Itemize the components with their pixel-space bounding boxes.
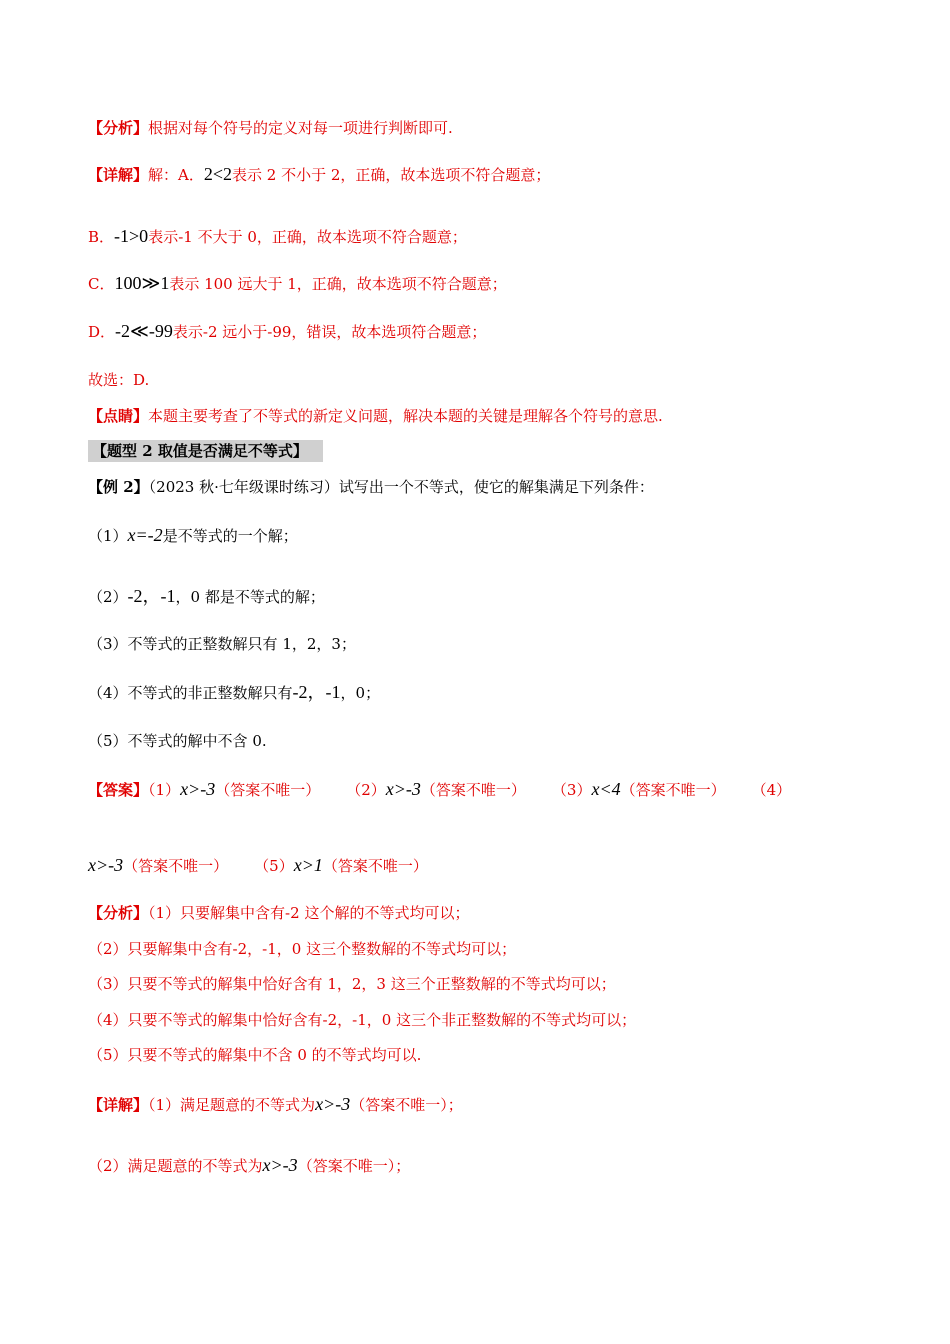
ex2-question-line <box>88 477 654 497</box>
answer-2-note: （答案不唯一） <box>420 781 526 799</box>
option-c-text: 表示 100 远大于 1，正确，故本选项不符合题意； <box>169 275 507 293</box>
ex2-analysis-line-2: （2）只要解集中含有-2，-1，0 这三个整数解的不等式均可以； <box>88 940 517 958</box>
answer-2-number: （2） <box>346 781 386 799</box>
ex1-option-d-line <box>88 321 486 342</box>
option-b-text: 表示-1 不大于 0，正确，故本选项不符合题意； <box>148 228 467 246</box>
ex2-detail-line-2 <box>88 1155 410 1176</box>
ex2-q4-line <box>88 682 380 703</box>
answer-1-note: （答案不唯一） <box>215 781 321 799</box>
detail-prefix: 解：A． <box>148 166 204 184</box>
q2-prefix: （2） <box>88 588 128 606</box>
q1-number: （1） <box>88 527 128 545</box>
ex2-answer-line <box>88 779 791 800</box>
ex2-answer-continued-line <box>88 855 428 876</box>
tip-text: 本题主要考查了不等式的新定义问题，解决本题的关键是理解各个符号的意思. <box>148 407 663 425</box>
detail-1-note: （答案不唯一）； <box>350 1096 463 1114</box>
analysis-text: 根据对每个符号的定义对每一项进行判断即可. <box>148 119 453 137</box>
q1-expression: x=-2 <box>127 525 163 545</box>
q4-expression: -2，-1 <box>292 682 341 702</box>
section-header-title: 【题型 2 取值是否满足不等式】 <box>92 442 308 460</box>
answer-4-expression: x>-3 <box>88 855 124 875</box>
q2-text: ，0 都是不等式的解； <box>175 588 325 606</box>
answer-tag: 【答案】 <box>88 781 149 799</box>
answer-3-note: （答案不唯一） <box>620 781 726 799</box>
example-source: （2023 秋·七年级课时练习）试写出一个不等式，使它的解集满足下列条件： <box>148 478 654 496</box>
detail-tag: 【详解】 <box>88 166 149 184</box>
answer-3-number: （3） <box>551 781 592 799</box>
ex1-detail-a-line <box>88 164 550 185</box>
ex2-detail-line-1 <box>88 1094 463 1115</box>
detail-2-expression: x>-3 <box>262 1155 298 1175</box>
answer-2-expression: x>-3 <box>385 779 421 799</box>
ex2-q2-line <box>88 586 325 607</box>
ex2-analysis-line-5: （5）只要不等式的解集中不含 0 的不等式均可以. <box>88 1046 422 1064</box>
ex2-analysis-line-1 <box>88 903 469 923</box>
option-a-text: 表示 2 不小于 2，正确，故本选项不符合题意； <box>232 166 551 184</box>
tip-tag: 【点睛】 <box>88 407 149 425</box>
analysis-tag: 【分析】 <box>88 119 149 137</box>
option-a-expression: 2<2 <box>203 164 233 184</box>
ex2-analysis-line-4: （4）只要不等式的解集中恰好含有-2，-1，0 这三个非正整数解的不等式均可以； <box>88 1011 637 1029</box>
option-d-text: 表示-2 远小于-99，错误，故本选项符合题意； <box>172 323 487 341</box>
answer-5-number: （5） <box>254 857 294 875</box>
option-d-label: D． <box>88 323 116 341</box>
q1-text: 是不等式的一个解； <box>162 527 298 545</box>
detail-2-prefix: （2）满足题意的不等式为 <box>88 1157 263 1175</box>
q4-text: ，0； <box>340 684 381 702</box>
answer-4-note: （答案不唯一） <box>123 857 229 875</box>
answer-1-number: （1） <box>148 781 181 799</box>
option-d-expression: -2≪-99 <box>115 321 173 341</box>
ex1-option-c-line <box>88 273 507 294</box>
detail-1-expression: x>-3 <box>315 1094 351 1114</box>
answer-5-note: （答案不唯一） <box>322 857 428 875</box>
option-b-expression: -1>0 <box>114 226 149 246</box>
ex2-q1-line <box>88 525 298 546</box>
ex1-analysis-line <box>88 118 453 138</box>
detail-1-prefix: （1）满足题意的不等式为 <box>148 1096 316 1114</box>
answer-5-expression: x>1 <box>293 855 323 875</box>
example-tag: 【例 2】 <box>88 478 149 496</box>
ex1-option-b-line <box>88 226 467 247</box>
option-c-expression: 100≫1 <box>114 273 170 293</box>
q4-prefix: （4）不等式的非正整数解只有 <box>88 684 293 702</box>
answer-1-expression: x>-3 <box>180 779 216 799</box>
analysis-item-1: （1）只要解集中含有-2 这个解的不等式均可以； <box>148 904 470 922</box>
ex2-q5-line: （5）不等式的解中不含 0. <box>88 732 267 750</box>
analysis-tag: 【分析】 <box>88 904 149 922</box>
option-b-label: B． <box>88 228 115 246</box>
detail-tag: 【详解】 <box>88 1096 149 1114</box>
detail-2-note: （答案不唯一）； <box>297 1157 411 1175</box>
q2-expression: -2，-1 <box>127 586 176 606</box>
option-c-label: C． <box>88 275 115 293</box>
answer-4-number: （4） <box>751 781 792 799</box>
ex2-q3-line: （3）不等式的正整数解只有 1，2，3； <box>88 635 356 653</box>
answer-3-expression: x<4 <box>591 779 621 799</box>
ex1-choice-line: 故选：D. <box>88 371 150 389</box>
ex2-analysis-line-3: （3）只要不等式的解集中恰好含有 1，2，3 这三个正整数解的不等式均可以； <box>88 975 616 993</box>
ex1-tip-line <box>88 406 663 426</box>
